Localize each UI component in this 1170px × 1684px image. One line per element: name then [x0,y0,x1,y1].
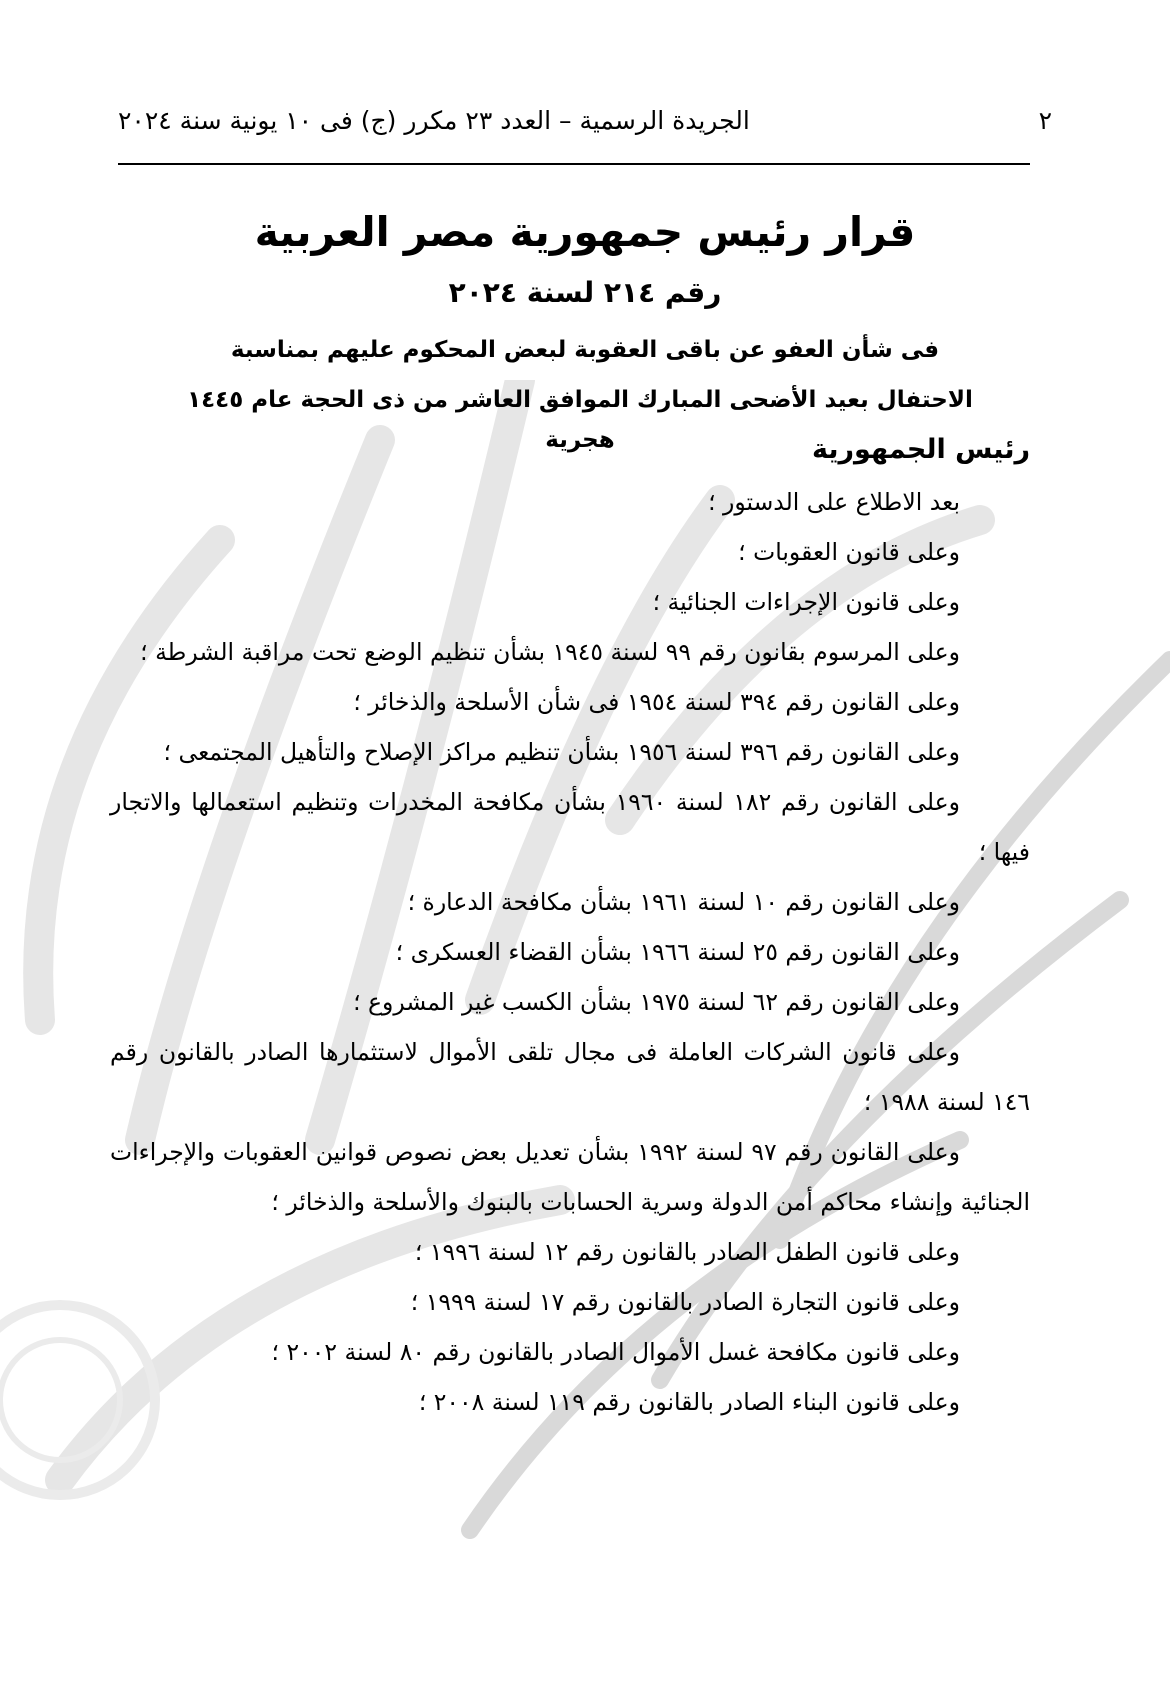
preamble-paragraph: وعلى قانون الإجراءات الجنائية ؛ [652,588,960,616]
decree-number: رقم ٢١٤ لسنة ٢٠٢٤ [448,276,722,309]
header-rule [118,163,1030,165]
preamble-paragraph: وعلى القانون رقم ١٠ لسنة ١٩٦١ بشأن مكافحة الدعارة ؛ [407,888,960,916]
preamble-paragraph: وعلى قانون الشركات العاملة فى مجال تلقى الأموال لاستثمارها الصادر بالقانون رقم ١٤٦ لسنة ١٩٨٨ ؛ [110,1038,1030,1116]
decree-subject-line-1: فى شأن العفو عن باقى العقوبة لبعض المحكوم عليهم بمناسبة [230,337,940,363]
decree-subject-line-2: الاحتفال بعيد الأضحى المبارك الموافق العاشر من ذى الحجة عام ١٤٤٥ هجرية [187,387,973,453]
preamble-paragraph: وعلى قانون الطفل الصادر بالقانون رقم ١٢ لسنة ١٩٩٦ ؛ [414,1238,960,1266]
preamble-paragraph: وعلى القانون رقم ٦٢ لسنة ١٩٧٥ بشأن الكسب غير المشروع ؛ [353,988,960,1016]
preamble-paragraph: وعلى القانون رقم ٢٥ لسنة ١٩٦٦ بشأن القضاء العسكرى ؛ [395,938,960,966]
decree-title: قرار رئيس جمهورية مصر العربية [254,208,916,256]
preamble-paragraph: بعد الاطلاع على الدستور ؛ [708,488,960,516]
page-number: ٢ [1038,106,1052,135]
preamble-paragraph: وعلى المرسوم بقانون رقم ٩٩ لسنة ١٩٤٥ بشأن تنظيم الوضع تحت مراقبة الشرطة ؛ [140,638,960,666]
preamble-paragraph: وعلى القانون رقم ٣٩٤ لسنة ١٩٥٤ فى شأن الأسلحة والذخائر ؛ [353,688,960,716]
preamble-paragraph: وعلى قانون مكافحة غسل الأموال الصادر بالقانون رقم ٨٠ لسنة ٢٠٠٢ ؛ [271,1338,960,1366]
issuer-heading: رئيس الجمهورية [811,434,1030,465]
journal-issue-line: الجريدة الرسمية – العدد ٢٣ مكرر (ج) فى ١٠ يونية سنة ٢٠٢٤ [118,106,750,135]
preamble [110,477,1030,1427]
preamble-paragraph: وعلى القانون رقم ٩٧ لسنة ١٩٩٢ بشأن تعديل بعض نصوص قوانين العقوبات والإجراءات الجنائية وإنشاء محاكم أمن الدولة وسرية الحسابات بالبنوك والأسلحة والذخائر ؛ [110,1138,1030,1216]
preamble-paragraph: وعلى القانون رقم ٣٩٦ لسنة ١٩٥٦ بشأن تنظيم مراكز الإصلاح والتأهيل المجتمعى ؛ [163,738,960,766]
preamble-paragraph: وعلى القانون رقم ١٨٢ لسنة ١٩٦٠ بشأن مكافحة المخدرات وتنظيم استعمالها والاتجار فيها ؛ [110,788,1030,866]
preamble-paragraph: وعلى قانون العقوبات ؛ [738,538,960,566]
preamble-paragraph: وعلى قانون التجارة الصادر بالقانون رقم ١٧ لسنة ١٩٩٩ ؛ [410,1288,960,1316]
preamble-paragraph: وعلى قانون البناء الصادر بالقانون رقم ١١٩ لسنة ٢٠٠٨ ؛ [418,1388,960,1416]
page-header [118,103,1052,139]
